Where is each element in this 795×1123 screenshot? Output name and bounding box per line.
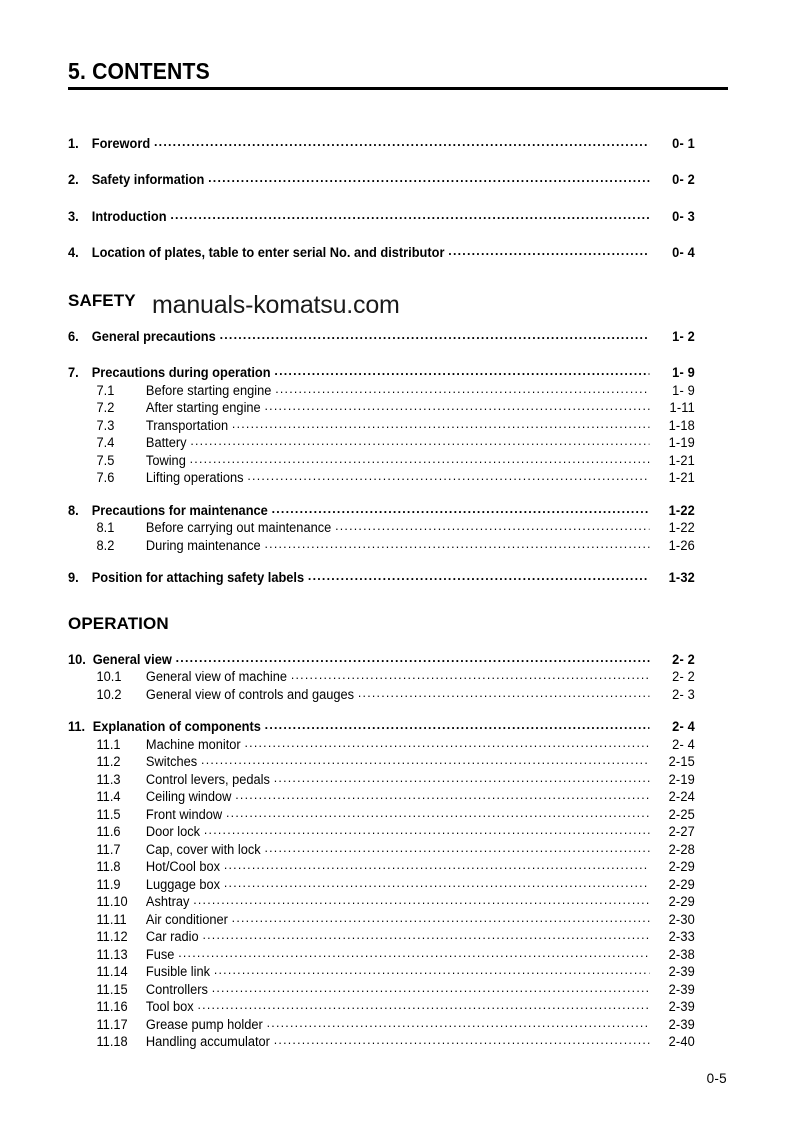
entry-page: 2- 4 (672, 719, 695, 734)
dot-leader (267, 1015, 650, 1029)
entry-page: 0- 2 (672, 172, 695, 187)
dot-leader (275, 381, 649, 395)
dot-leader (170, 207, 649, 221)
spacer (68, 152, 728, 171)
dot-leader (178, 945, 649, 959)
dot-leader (264, 536, 649, 550)
entry-page: 2-25 (668, 806, 695, 822)
dot-leader (226, 805, 649, 819)
entry-page: 1-18 (668, 417, 695, 433)
entry-number: 7.5 (96, 452, 115, 468)
entry-page: 2-39 (668, 981, 695, 997)
toc-entry-10-1[interactable] (68, 668, 695, 686)
entry-number: 7.3 (96, 417, 115, 433)
entry-page: 2-39 (668, 964, 695, 979)
entry-number: 10. (68, 651, 86, 667)
entry-label: General view of machine (145, 669, 288, 684)
entry-page: 2-38 (668, 946, 695, 962)
entry-page: 2-33 (668, 929, 695, 944)
entry-number: 11.8 (96, 859, 121, 874)
toc-entry-3[interactable] (68, 207, 695, 225)
dot-leader (235, 788, 649, 802)
dot-leader (274, 770, 650, 784)
entry-label: Ceiling window (145, 789, 232, 804)
entry-page: 2- 2 (672, 651, 695, 667)
entry-number: 8.1 (96, 520, 115, 535)
entry-label: Lifting operations (145, 470, 244, 485)
toc-entry-11-9[interactable] (68, 875, 695, 893)
entry-number: 3. (68, 208, 79, 224)
dot-leader (272, 501, 650, 515)
toc-entry-11-16[interactable] (68, 998, 695, 1016)
entry-number: 7. (68, 365, 79, 380)
toc-entry-7-5[interactable] (68, 451, 695, 469)
dot-leader (291, 668, 650, 682)
watermark: manuals-komatsu.com (152, 291, 400, 319)
entry-number: 10.2 (96, 686, 122, 702)
toc-entry-7-6[interactable] (68, 469, 695, 487)
spacer (68, 345, 728, 364)
dot-leader (193, 893, 649, 907)
entry-label: Car radio (145, 929, 199, 944)
toc-entry-7-4[interactable] (68, 434, 695, 452)
toc-entry-11-4[interactable] (68, 788, 695, 806)
toc-entry-11-11[interactable] (68, 910, 695, 928)
entry-label: Precautions during operation (91, 365, 271, 380)
entry-page: 1-32 (668, 570, 695, 585)
entry-label: Location of plates, table to enter serial No. and distributor (91, 245, 445, 260)
entry-number: 11.5 (96, 806, 121, 822)
toc-entry-11-1[interactable] (68, 735, 695, 753)
entry-label: Fuse (145, 946, 175, 962)
entry-number: 7.4 (96, 435, 115, 450)
entry-page: 2-15 (668, 754, 695, 769)
entry-number: 11.18 (96, 1034, 128, 1049)
entry-label: Control levers, pedals (145, 771, 270, 787)
toc-entry-11-2[interactable] (68, 753, 695, 771)
entry-number: 7.2 (96, 400, 115, 415)
dot-leader (247, 469, 649, 483)
entry-page: 0- 1 (672, 135, 695, 151)
entry-number: 11.3 (96, 771, 121, 787)
toc-entry-7-2[interactable] (68, 399, 695, 417)
spacer (68, 586, 728, 614)
spacer (68, 188, 728, 207)
entry-label: Luggage box (145, 876, 221, 892)
spacer (68, 261, 728, 291)
dot-leader (358, 685, 650, 699)
entry-label: Position for attaching safety labels (91, 570, 305, 585)
toc-entry-11-18[interactable] (68, 1033, 695, 1051)
dot-leader (265, 718, 650, 732)
entry-label: Introduction (91, 208, 167, 224)
entry-label: Explanation of components (92, 719, 261, 734)
entry-number: 2. (68, 172, 79, 187)
entry-number: 11.10 (96, 894, 128, 909)
toc-entry-11-14[interactable] (68, 963, 695, 981)
entry-page: 2-30 (668, 911, 695, 927)
toc-entry-8-2[interactable] (68, 536, 695, 554)
toc-entry-10[interactable] (68, 650, 695, 668)
entry-number: 11.6 (96, 824, 121, 839)
page-title: 5. CONTENTS (68, 58, 210, 84)
toc-entry-11-5[interactable] (68, 805, 695, 823)
dot-leader (201, 753, 649, 767)
dot-leader (197, 998, 649, 1012)
entry-number: 9. (68, 570, 79, 585)
toc-entry-8-1[interactable] (68, 519, 695, 537)
entry-label: Safety information (91, 172, 205, 187)
entry-page: 2- 4 (672, 736, 695, 752)
entry-number: 8. (68, 502, 79, 518)
entry-number: 7.6 (96, 470, 115, 485)
entry-page: 1-19 (668, 435, 695, 450)
entry-label: Hot/Cool box (145, 859, 221, 874)
entry-page: 0- 3 (672, 208, 695, 224)
entry-page: 1-22 (668, 502, 695, 518)
dot-leader (214, 963, 650, 977)
entry-page: 0- 4 (672, 245, 695, 260)
toc-entry-6[interactable] (68, 327, 695, 345)
entry-number: 7.1 (96, 382, 115, 398)
entry-page: 1-26 (668, 537, 695, 553)
entry-number: 11.17 (96, 1016, 128, 1032)
toc-entry-10-2[interactable] (68, 685, 695, 703)
entry-label: Machine monitor (145, 736, 241, 752)
entry-page: 1- 9 (672, 382, 695, 398)
entry-number: 4. (68, 245, 79, 260)
entry-page: 2- 3 (672, 686, 695, 702)
entry-label: Controllers (145, 981, 208, 997)
dot-leader (224, 858, 650, 872)
entry-label: Battery (145, 435, 187, 450)
dot-leader (308, 569, 649, 583)
toc-entry-11-12[interactable] (68, 928, 695, 946)
entry-number: 11.15 (96, 981, 128, 997)
dot-leader (448, 244, 649, 258)
dot-leader (264, 840, 649, 854)
toc-entry-7-1[interactable] (68, 381, 695, 399)
entry-page: 2-29 (668, 876, 695, 892)
spacer (68, 486, 728, 501)
section-heading-operation: OPERATION (68, 614, 169, 633)
entry-label: Switches (145, 754, 198, 769)
entry-label: Front window (145, 806, 223, 822)
entry-label: Foreword (91, 135, 151, 151)
entry-page: 2-29 (668, 859, 695, 874)
entry-number: 6. (68, 328, 79, 344)
dot-leader (204, 823, 650, 837)
dot-leader (212, 980, 650, 994)
toc-entry-11-7[interactable] (68, 840, 695, 858)
footer-page-number: 0-5 (706, 1071, 727, 1086)
dot-leader (190, 434, 649, 448)
dot-leader (232, 416, 649, 430)
entry-page: 2- 2 (672, 669, 695, 684)
toc-entry-11-6[interactable] (68, 823, 695, 841)
entry-number: 11.1 (96, 736, 121, 752)
entry-page: 1-21 (668, 470, 695, 485)
dot-leader (335, 519, 649, 533)
entry-label: After starting engine (145, 400, 261, 415)
entry-label: Towing (145, 452, 186, 468)
entry-page: 1-22 (668, 520, 695, 535)
page-title-block (68, 58, 728, 90)
entry-label: During maintenance (145, 537, 261, 553)
entry-number: 11.16 (96, 999, 128, 1014)
entry-page: 1- 2 (672, 328, 695, 344)
entry-label: Handling accumulator (145, 1034, 270, 1049)
dot-leader (190, 451, 650, 465)
entry-page: 2-19 (668, 771, 695, 787)
entry-label: Tool box (145, 999, 194, 1014)
toc-entry-11-3[interactable] (68, 770, 695, 788)
entry-number: 11.13 (96, 946, 128, 962)
entry-page: 2-39 (668, 999, 695, 1014)
entry-number: 10.1 (96, 669, 122, 684)
dot-leader (176, 650, 650, 664)
entry-number: 11.4 (96, 789, 121, 804)
entry-label: General view of controls and gauges (145, 686, 355, 702)
entry-page: 2-39 (668, 1016, 695, 1032)
dot-leader (154, 134, 649, 148)
entry-label: Ashtray (145, 894, 190, 909)
toc-entry-9[interactable] (68, 569, 695, 587)
entry-label: Door lock (145, 824, 201, 839)
entry-number: 11.14 (96, 964, 128, 979)
toc-entry-11-17[interactable] (68, 1015, 695, 1033)
toc-entry-11-8[interactable] (68, 858, 695, 876)
entry-page: 1- 9 (672, 365, 695, 380)
title-rule (68, 87, 728, 90)
dot-leader (202, 928, 649, 942)
entry-label: General view (92, 651, 172, 667)
entry-page: 2-40 (668, 1034, 695, 1049)
dot-leader (264, 399, 649, 413)
entry-number: 8.2 (96, 537, 115, 553)
entry-number: 11.12 (96, 929, 128, 944)
entry-page: 2-27 (668, 824, 695, 839)
dot-leader (232, 910, 650, 924)
entry-label: Fusible link (145, 964, 211, 979)
entry-label: Air conditioner (145, 911, 228, 927)
spacer (68, 703, 728, 718)
entry-page: 2-29 (668, 894, 695, 909)
dot-leader (274, 1033, 650, 1047)
entry-label: Before starting engine (145, 382, 272, 398)
entry-number: 1. (68, 135, 79, 151)
toc-entry-8[interactable] (68, 501, 695, 519)
table-of-contents (68, 134, 728, 1050)
dot-leader (274, 364, 649, 378)
toc-entry-11-10[interactable] (68, 893, 695, 911)
entry-number: 11.9 (96, 876, 121, 892)
toc-entry-11-15[interactable] (68, 980, 695, 998)
toc-entry-4[interactable] (68, 244, 695, 262)
spacer (68, 554, 728, 569)
entry-label: Before carrying out maintenance (145, 520, 332, 535)
toc-entry-7-3[interactable] (68, 416, 695, 434)
toc-entry-11-13[interactable] (68, 945, 695, 963)
dot-leader (224, 875, 650, 889)
entry-label: General precautions (91, 328, 216, 344)
entry-number: 11.2 (96, 754, 121, 769)
entry-page: 2-24 (668, 789, 695, 804)
dot-leader (245, 735, 650, 749)
dot-leader (220, 327, 650, 341)
entry-number: 11.11 (96, 911, 127, 927)
dot-leader (208, 171, 649, 185)
entry-number: 11. (68, 719, 86, 734)
toc-entry-7[interactable] (68, 364, 695, 382)
entry-page: 1-11 (669, 400, 695, 415)
spacer (68, 225, 728, 244)
toc-entry-1[interactable] (68, 134, 695, 152)
entry-number: 11.7 (96, 841, 121, 857)
entry-page: 2-28 (668, 841, 695, 857)
toc-entry-11[interactable] (68, 718, 695, 736)
entry-page: 1-21 (668, 452, 695, 468)
entry-label: Cap, cover with lock (145, 841, 261, 857)
toc-entry-2[interactable] (68, 171, 695, 189)
entry-label: Grease pump holder (145, 1016, 263, 1032)
section-heading-safety: SAFETY (68, 291, 136, 310)
spacer (68, 634, 728, 650)
entry-label: Transportation (145, 417, 229, 433)
entry-label: Precautions for maintenance (91, 502, 268, 518)
